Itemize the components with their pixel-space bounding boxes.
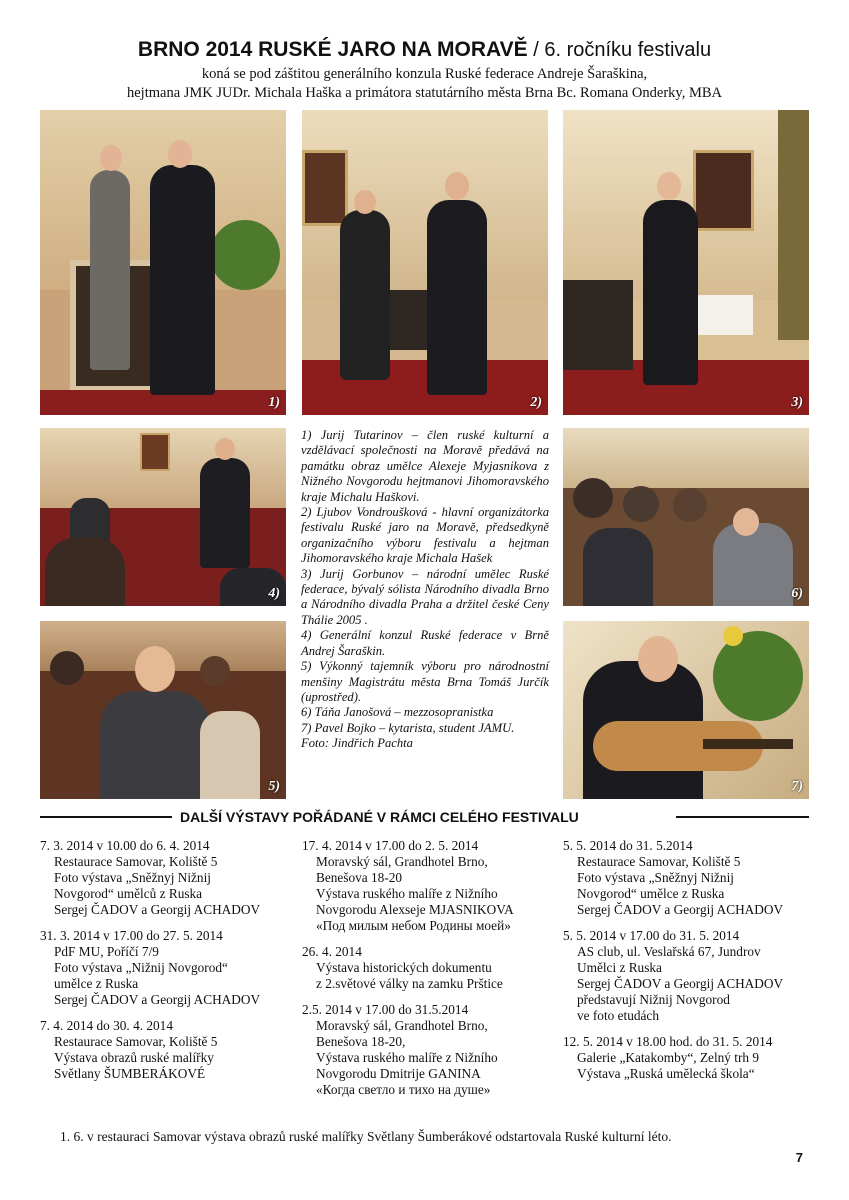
- caption-5: 5) Výkonný tajemník výboru pro národnostní menšiny Magistrátu města Brna Tomáš Jurčík (uprostřed).: [301, 659, 549, 704]
- photo-label: 1): [268, 395, 280, 410]
- event-line: Benešova 18-20,: [316, 1034, 406, 1049]
- page-number: 7: [795, 1150, 803, 1165]
- caption-4: 4) Generální konzul Ruské federace v Brně Andrej Šaraškin.: [301, 628, 549, 658]
- event-date: 5. 5. 2014 v 17.00 do 31. 5. 2014: [563, 928, 740, 943]
- photo-label: 6): [791, 586, 803, 601]
- footer-note: 1. 6. v restauraci Samovar výstava obrazů ruské malířky Světlany Šumberákové odstartovala Ruské kulturní léto.: [60, 1129, 672, 1144]
- photo-5: [40, 621, 286, 799]
- events-column-3: [563, 838, 813, 1092]
- event-line: Foto výstava „Sněžnyj Nižnij: [54, 870, 211, 885]
- event-line: představují Nižnij Novgorod: [577, 992, 730, 1007]
- event-line: Moravský sál, Grandhotel Brno,: [316, 1018, 488, 1033]
- event-item: [563, 838, 813, 918]
- event-line: Novgorod“ umělců z Ruska: [54, 886, 203, 901]
- event-line: Umělci z Ruska: [577, 960, 662, 975]
- caption-6: 6) Táňa Janošová – mezzosopranistka: [301, 705, 494, 720]
- title-main: BRNO 2014 RUSKÉ JARO NA MORAVĚ: [137, 38, 528, 61]
- event-line: z 2.světové války na zamku Prštice: [316, 976, 503, 991]
- page-title: [0, 36, 849, 63]
- event-date: 5. 5. 2014 do 31. 5.2014: [563, 838, 693, 853]
- section-heading: DALŠÍ VÝSTAVY POŘÁDANÉ V RÁMCI CELÉHO FESTIVALU: [180, 809, 579, 825]
- event-item: [40, 1018, 295, 1082]
- event-line: Novgorodu Dmitrije GANINA: [316, 1066, 481, 1081]
- event-line: Restaurace Samovar, Koliště 5: [54, 854, 218, 869]
- photo-captions: [301, 428, 549, 752]
- event-line: Sergej ČADOV a Georgij ACHADOV: [577, 976, 784, 991]
- event-line: ve foto etudách: [577, 1008, 659, 1023]
- photo-label: 5): [268, 779, 280, 794]
- photo-label: 4): [268, 586, 280, 601]
- photo-label: 7): [791, 779, 803, 794]
- event-line: Výstava ruského malíře z Nižního: [316, 1050, 498, 1065]
- event-line: PdF MU, Poříčí 7/9: [54, 944, 159, 959]
- event-line: Novgorod“ umělce z Ruska: [577, 886, 725, 901]
- event-item: [302, 944, 557, 992]
- event-line: Moravský sál, Grandhotel Brno,: [316, 854, 488, 869]
- event-date: 17. 4. 2014 v 17.00 do 2. 5. 2014: [302, 838, 479, 853]
- subtitle-line-2: hejtmana JMK JUDr. Michala Haška a primátora statutárního města Brna Bc. Romana Onderky, MBA: [126, 85, 723, 101]
- caption-2: 2) Ljubov Vondroušková - hlavní organizátorka festivalu Ruské jaro na Moravě, předsedkyně organizačního výboru festivalu a hejtman Jihomoravského kraje Michala Hašek: [301, 505, 549, 566]
- event-line: Restaurace Samovar, Koliště 5: [577, 854, 741, 869]
- event-date: 2.5. 2014 v 17.00 do 31.5.2014: [302, 1002, 469, 1017]
- event-line: Sergej ČADOV a Georgij ACHADOV: [577, 902, 784, 917]
- event-line: Výstava ruského malíře z Nižního: [316, 886, 498, 901]
- divider: [676, 816, 809, 818]
- photo-3: [563, 110, 809, 415]
- event-line: Galerie „Katakomby“, Zelný trh 9: [577, 1050, 760, 1065]
- events-column-1: [40, 838, 295, 1092]
- event-date: 7. 4. 2014 do 30. 4. 2014: [40, 1018, 173, 1033]
- event-item: [40, 928, 295, 1008]
- event-item: [40, 838, 295, 918]
- event-line: Sergej ČADOV a Georgij ACHADOV: [54, 992, 261, 1007]
- caption-3: 3) Jurij Gorbunov – národní umělec Ruské federace, bývalý sólista Národního divadla Brno a Národního divadla Praha a držitel české Ceny Thálie 2005 .: [301, 566, 549, 627]
- title-edition: / 6. ročníku festivalu: [527, 39, 712, 61]
- event-date: 26. 4. 2014: [302, 944, 362, 959]
- event-line: Výstava „Ruská umělecká škola“: [577, 1066, 755, 1081]
- photo-label: 3): [791, 395, 803, 410]
- event-date: 7. 3. 2014 v 10.00 do 6. 4. 2014: [40, 838, 210, 853]
- caption-7: 7) Pavel Bojko – kytarista, student JAMU.: [301, 720, 515, 735]
- event-date: 31. 3. 2014 v 17.00 do 27. 5. 2014: [40, 928, 223, 943]
- event-line: Benešova 18-20: [316, 870, 403, 885]
- event-line: «Под милым небом Родины моей»: [316, 918, 511, 933]
- event-line: Světlany ŠUMBERÁKOVÉ: [54, 1066, 206, 1081]
- event-item: [563, 928, 813, 1024]
- photo-7: [563, 621, 809, 799]
- photo-6: [563, 428, 809, 606]
- event-item: [563, 1034, 813, 1082]
- photo-1: [40, 110, 286, 415]
- photo-2: [302, 110, 548, 415]
- event-line: Sergej ČADOV a Georgij ACHADOV: [54, 902, 261, 917]
- event-line: Foto výstava „Sněžnyj Nižnij: [577, 870, 734, 885]
- photo-4: [40, 428, 286, 606]
- event-line: Výstava historických dokumentu: [316, 960, 492, 975]
- event-date: 12. 5. 2014 v 18.00 hod. do 31. 5. 2014: [563, 1034, 773, 1049]
- events-column-2: [302, 838, 557, 1108]
- divider: [40, 816, 172, 818]
- photo-credit: Foto: Jindřich Pachta: [301, 736, 413, 751]
- photo-label: 2): [530, 395, 542, 410]
- caption-1: 1) Jurij Tutarinov – člen ruské kulturní a vzdělávací společnosti na Moravě předává na památku obraz umělce Alexeje Myjasnikova z Nižného Novgorodu hejtmanovi Jihomoravského kraje Michalu Haškovi.: [301, 428, 549, 504]
- event-line: AS club, ul. Veslařská 67, Jundrov: [577, 944, 761, 959]
- event-line: umělce z Ruska: [54, 976, 139, 991]
- event-item: [302, 838, 557, 934]
- event-line: Novgorodu Alexseje MJASNIKOVA: [316, 902, 514, 917]
- event-line: Foto výstava „Nižnij Novgorod“: [54, 960, 228, 975]
- event-item: [302, 1002, 557, 1098]
- event-line: «Когда светло и тихо на душе»: [316, 1082, 491, 1097]
- subtitle-line-1: koná se pod záštitou generálního konzula Ruské federace Andreje Šaraškina,: [201, 66, 648, 82]
- event-line: Restaurace Samovar, Koliště 5: [54, 1034, 218, 1049]
- event-line: Výstava obrazů ruské malířky: [54, 1050, 214, 1065]
